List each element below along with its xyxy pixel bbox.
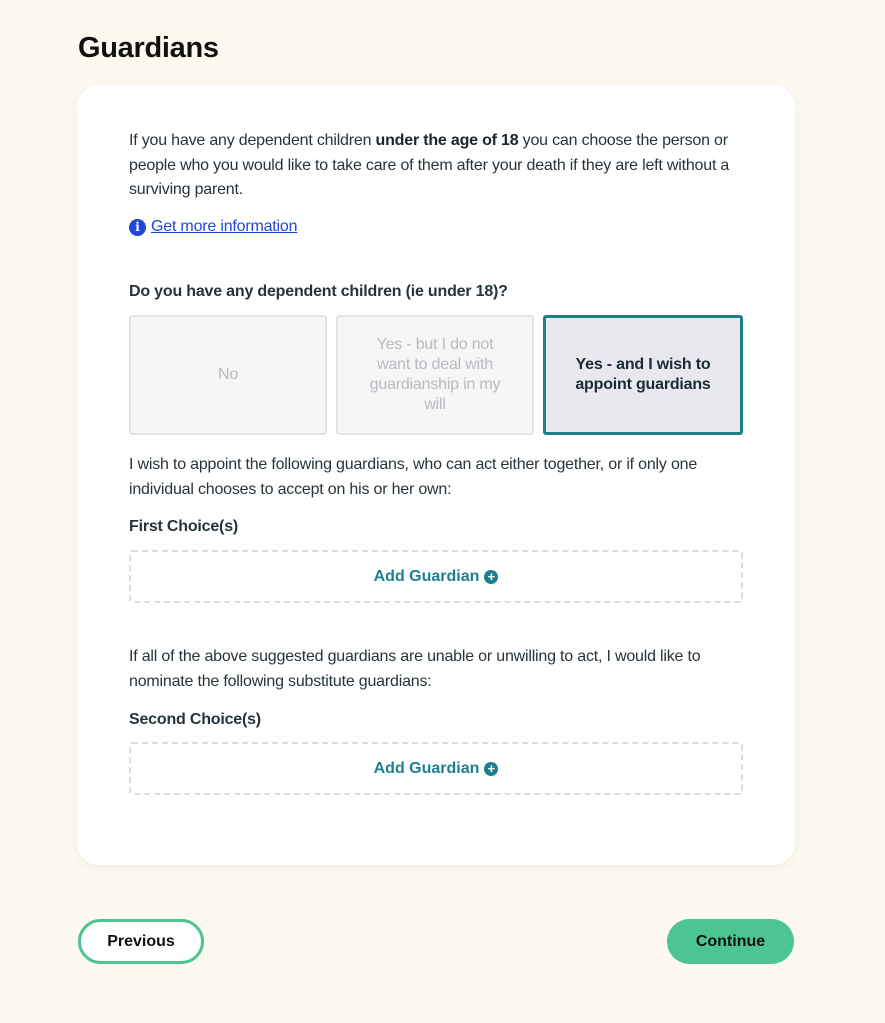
get-more-information-link[interactable] <box>129 218 297 236</box>
first-choice-label: First Choice(s) <box>129 518 239 535</box>
dependent-children-question: Do you have any dependent children (ie under 18)? <box>129 283 508 300</box>
intro-text-start: If you have any dependent children <box>129 132 376 149</box>
add-guardian-label: Add Guardian <box>373 567 480 585</box>
intro-text <box>129 129 744 203</box>
plus-circle-icon: + <box>484 570 498 584</box>
dependent-children-options <box>129 315 743 435</box>
info-link-label: Get more information <box>151 218 298 235</box>
page-title: Guardians <box>78 32 219 64</box>
plus-circle-icon: + <box>484 762 498 776</box>
first-choice-description: I wish to appoint the following guardians, who can act either together, or if only one individual chooses to accept on his or her own: <box>129 456 698 498</box>
second-choice-label: Second Choice(s) <box>129 711 261 728</box>
option-yes-no-guardianship[interactable]: Yes - but I do not want to deal with guardianship in my will <box>336 315 534 435</box>
guardians-card <box>77 85 795 865</box>
continue-button[interactable]: Continue <box>667 919 794 964</box>
option-yes-appoint-guardians[interactable]: Yes - and I wish to appoint guardians <box>543 315 743 435</box>
intro-text-end: you can choose the person or people who you would like to take care of them after your death if they are left without a surviving parent. <box>129 132 730 198</box>
previous-button[interactable]: Previous <box>78 919 204 964</box>
info-circle-icon: i <box>129 219 146 236</box>
option-no[interactable]: No <box>129 315 327 435</box>
add-guardian-label: Add Guardian <box>373 759 480 777</box>
add-second-guardian-button[interactable] <box>129 742 743 795</box>
second-choice-description: If all of the above suggested guardians are unable or unwilling to act, I would like to nominate the following substitute guardians: <box>129 648 701 690</box>
intro-text-bold: under the age of 18 <box>375 132 519 149</box>
add-first-guardian-button[interactable] <box>129 550 743 603</box>
